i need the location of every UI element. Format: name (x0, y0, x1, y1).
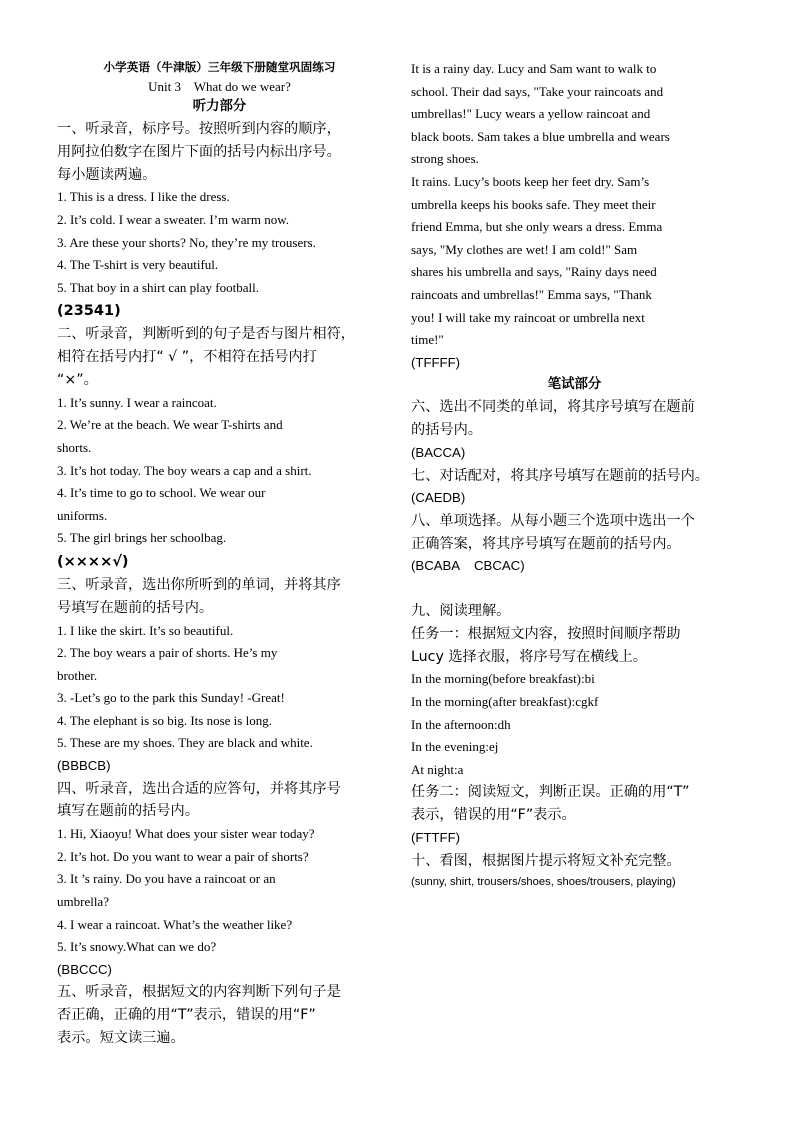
q4-item: 2. It’s hot. Do you want to wear a pair of shorts? (57, 848, 309, 864)
q5-instruction: 五、听录音，根据短文的内容判断下列句子是 (57, 984, 341, 1001)
q5-instruction: 表示。短文读三遍。 (57, 1030, 185, 1046)
q8-instruction: 正确答案，将其序号填写在题前的括号内。 (411, 535, 681, 552)
passage-line: It is a rainy day. Lucy and Sam want to walk to (411, 61, 657, 76)
q1-item: 5. That boy in a shirt can play football. (57, 279, 259, 295)
q1-item: 2. It’s cold. I wear a sweater. I’m warm now. (57, 211, 289, 227)
q3-item: brother. (57, 667, 98, 683)
question-3 (57, 574, 382, 778)
q7-instruction: 七、对话配对，将其序号填写在题前的括号内。 (411, 467, 709, 484)
passage-line: time!" (411, 332, 444, 348)
q1-item: 3. Are these your shorts? No, they’re my trousers. (57, 234, 316, 250)
q3-item: 1. I like the skirt. It’s so beautiful. (57, 622, 234, 638)
question-6 (411, 396, 738, 464)
q8-answer: (BCABA CBCAC) (411, 558, 525, 574)
passage-line: raincoats and umbrellas!" Emma says, "Thank (411, 286, 652, 302)
q2-item: 4. It’s time to go to school. We wear our (57, 485, 266, 501)
q6-instruction: 六、选出不同类的单词，将其序号填写在题前 (411, 399, 695, 416)
q9-task2: 表示，错误的用“F”表示。 (411, 807, 576, 824)
q5-passage (411, 58, 738, 374)
listening-part-heading: 听力部分 (192, 99, 247, 114)
q1-answer: (23541) (57, 303, 121, 320)
passage-line: school. Their dad says, "Take your raincoats and (411, 83, 664, 99)
q9-task2: 任务二：阅读短文，判断正误。正确的用“T” (411, 784, 690, 801)
q9-time-answer: In the morning(after breakfast):cgkf (411, 694, 599, 710)
passage-line: umbrellas!" Lucy wears a yellow raincoat and (411, 106, 651, 122)
q2-instruction: 二、听录音，判断听到的句子是否与图片相符， (57, 326, 355, 343)
doc-title: 小学英语（牛津版）三年级下册随堂巩固练习 (103, 60, 336, 74)
question-5 (57, 981, 382, 1049)
q1-item: 1. This is a dress. I like the dress. (57, 189, 230, 205)
q4-item: 1. Hi, Xiaoyu! What does your sister wear today? (57, 826, 315, 842)
q5-instruction: 否正确，正确的用“T”表示，错误的用“F” (57, 1007, 316, 1024)
q4-item: 5. It’s snowy.What can we do? (57, 939, 217, 955)
q2-item: 5. The girl brings her schoolbag. (57, 530, 227, 546)
q9-answer: (FTTFF) (411, 830, 461, 846)
q1-item: 4. The T-shirt is very beautiful. (57, 257, 219, 273)
q3-item: 2. The boy wears a pair of shorts. He’s my (57, 645, 278, 661)
q6-instruction: 的括号内。 (411, 422, 482, 439)
q9-task1: Lucy 选择衣服，将序号写在横线上。 (411, 648, 647, 665)
passage-line: shares his umbrella and says, "Rainy days need (411, 264, 657, 280)
q4-instruction: 四、听录音，选出合适的应答句，并将其序号 (57, 780, 341, 797)
q4-instruction: 填写在题前的括号内。 (57, 803, 199, 820)
q6-answer: (BACCA) (411, 444, 466, 460)
q10-answer: (sunny, shirt, trousers/shoes, shoes/trousers, playing) (411, 876, 676, 889)
q3-answer: (BBBCB) (57, 758, 111, 774)
question-10 (411, 850, 738, 893)
q2-instruction: “×”。 (57, 371, 98, 388)
q2-instruction: 相符在括号内打“ √ ”，不相符在括号内打 (57, 349, 317, 366)
q10-instruction: 十、看图，根据图片提示将短文补充完整。 (411, 852, 681, 869)
q2-item: shorts. (57, 439, 92, 455)
q3-instruction: 三、听录音，选出你所听到的单词，并将其序 (57, 576, 341, 593)
passage-line: black boots. Sam takes a blue umbrella and wears (411, 128, 670, 144)
question-9 (411, 600, 738, 850)
passage-line: strong shoes. (411, 151, 479, 167)
q3-item: 3. -Let’s go to the park this Sunday! -Great! (57, 690, 285, 706)
q9-time-answer: At night:a (411, 761, 464, 777)
q9-time-answer: In the evening:ej (411, 739, 499, 755)
written-part-heading: 笔试部分 (547, 377, 602, 393)
passage-line: friend Emma, but she only wears a dress. Emma (411, 219, 663, 235)
q2-answer: (××××√) (57, 553, 129, 570)
q4-item: 3. It ’s rainy. Do you have a raincoat or an (57, 871, 276, 887)
q1-instruction: 每小题读两遍。 (57, 166, 157, 183)
q8-instruction: 八、单项选择。从每小题三个选项中选出一个 (411, 512, 695, 529)
unit-title: Unit 3 What do we wear? (148, 79, 291, 94)
q3-item: 4. The elephant is so big. Its nose is long. (57, 712, 272, 728)
q4-answer: (BBCCC) (57, 961, 112, 977)
q9-time-answer: In the morning(before breakfast):bi (411, 671, 595, 687)
q9-title: 九、阅读理解。 (411, 603, 511, 620)
q7-answer: (CAEDB) (411, 490, 466, 506)
question-7 (411, 465, 738, 510)
right-column (411, 58, 738, 892)
q9-task1: 任务一：根据短文内容，按照时间顺序帮助 (411, 625, 681, 642)
spacer (411, 578, 738, 600)
q2-item: 2. We’re at the beach. We wear T-shirts and (57, 417, 283, 433)
question-4 (57, 778, 382, 982)
question-1 (57, 118, 382, 323)
q2-item: 1. It’s sunny. I wear a raincoat. (57, 394, 217, 410)
q1-instruction: 一、听录音，标序号。按照听到内容的顺序， (57, 121, 341, 137)
passage-line: says, "My clothes are wet! I am cold!" Sam (411, 241, 638, 257)
q4-item: 4. I wear a raincoat. What’s the weather like? (57, 916, 293, 932)
question-2 (57, 323, 382, 574)
passage-line: you! I will take my raincoat or umbrella next (411, 309, 645, 325)
q5-answer: (TFFFF) (411, 354, 461, 370)
q1-instruction: 用阿拉伯数字在图片下面的括号内标出序号。 (57, 143, 341, 160)
q3-instruction: 号填写在题前的括号内。 (57, 599, 214, 616)
q2-item: uniforms. (57, 507, 108, 523)
q4-item: umbrella? (57, 894, 109, 910)
passage-line: It rains. Lucy’s boots keep her feet dry. Sam’s (411, 173, 650, 189)
q3-item: 5. These are my shoes. They are black and white. (57, 735, 313, 751)
q9-time-answer: In the afternoon:dh (411, 716, 511, 732)
passage-line: umbrella keeps his books safe. They meet their (411, 196, 656, 212)
left-column (57, 58, 382, 1050)
question-8 (411, 510, 738, 578)
q2-item: 3. It’s hot today. The boy wears a cap and a shirt. (57, 462, 312, 478)
